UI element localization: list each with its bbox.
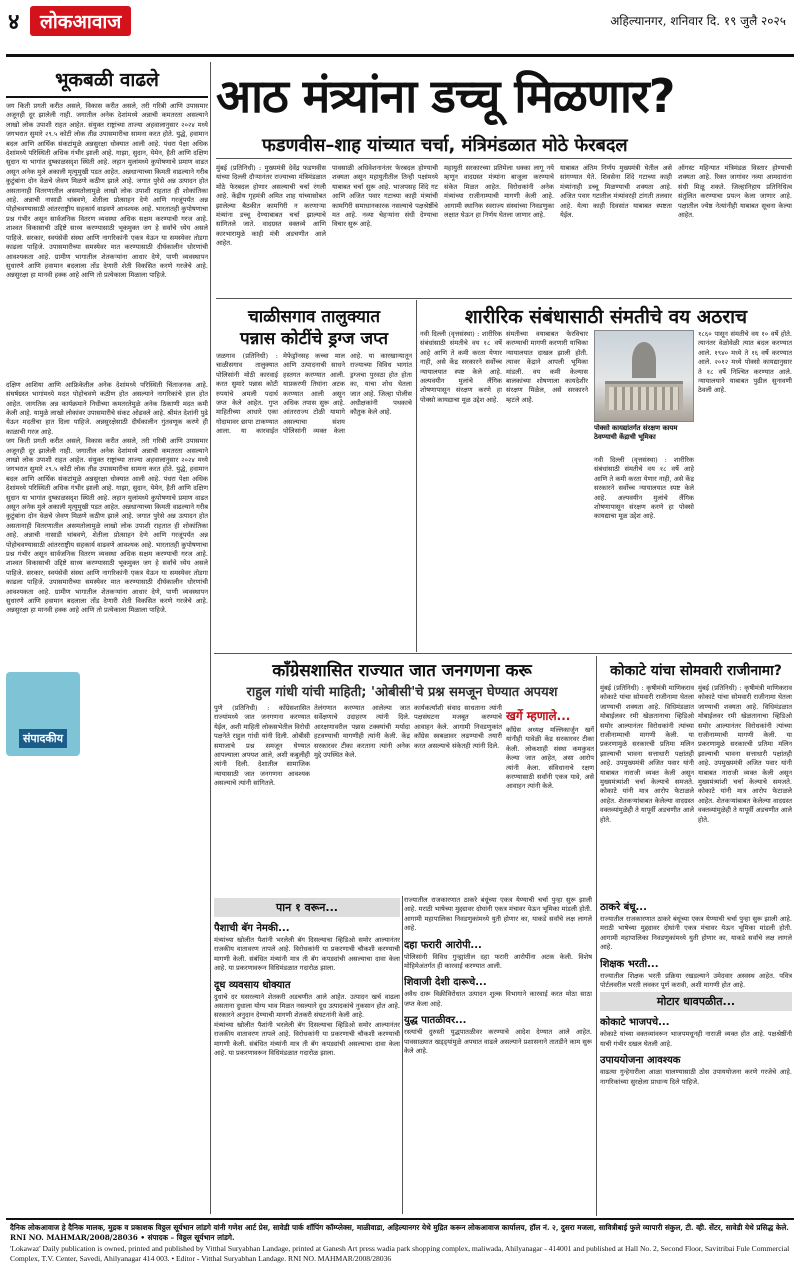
lower-heading-1: ठाकरे बंधू... — [600, 902, 647, 913]
left-column-text-3: जग किती प्रगती करीत असले, विकास करीत असले, तरी गरिबी आणि उपासमार अजूनही दूर झालेली नाही. जगातील अनेक देशांमध्ये अन्नाची कमतरता असल्याने लाखो लोक उपाशी राहत आहेत. संयुक्त राष्ट्रांच्या ताज्या अहवालानुसार २०२४ मध्ये जगभरात सुमारे २९.५ कोटी लोक तीव्र उपासमारीचा सामना करत होते. युद्धे, हवामान बदल आणि आर्थिक संकटांमुळे अन्नसुरक्षा धोक्यात आली आहे. पंधरा पेक्षा अधिक देशांमध्ये परिस्थिती अधिक गंभीर झाली आहे. गाझा, सुदान, येमेन, हैती आणि दक्षिण सुदान या भागांत दुष्काळसदृश स्थिती आहे. लहान मुलांमध्ये कुपोषणाचे प्रमाण वाढत असून अनेक मुले अकाली मृत्युमुखी पडत आहेत. अन्नधान्याच्या किमती वाढल्याने गरीब कुटुंबांना दोन वेळचे जेवण मिळणे कठीण झाले आहे. जगात पुरेसे अन्न उत्पादन होत असतानाही वितरणातील असमतोलामुळे लाखो लोक उपाशी राहतात ही शोकांतिका आहे. अन्नाची नासाडी थांबवणे, शेतीला प्रोत्साहन देणे आणि गरजूंपर्यंत अन्न पोहोचवण्यासाठी आंतरराष्ट्रीय सहकार्य वाढवणे आवश्यक आहे. भारतातही कुपोषणाचा प्रश्न गंभीर असून सार्वजनिक वितरण व्यवस्था अधिक सक्षम करण्याची गरज आहे. शाश्वत विकासाची उद्दिष्टे साध्य करण्यासाठी भूकमुक्त जग हे सर्वांचे ध्येय असले पाहिजे. सरकार, स्वयंसेवी संस्था आणि नागरिकांनी एकत्र येऊन या समस्येवर तोडगा काढला पाहिजे. उपासमारीच्या समस्येवर मात करण्यासाठी दीर्घकालीन धोरणांची आवश्यकता आहे. ग्रामीण भागातील शेतकऱ्यांना आधार देणे, पाणी व्यवस्थापन सुधारणे आणि हवामान बदलाला तोंड देणारी शेती विकसित करणे गरजेचे आहे. अन्नसुरक्षा हा मानवी हक्क आहे आणि तो प्रत्येकाला मिळाला पाहिजे. — [6, 437, 208, 615]
lower-text-4: अवैध दारू विक्रीविरोधात उत्पादन शुल्क विभागाने कारवाई करत मोठा साठा जप्त केला आहे. — [404, 990, 592, 1008]
editorial-badge — [6, 672, 80, 756]
continuation-label: पान १ वरून... — [214, 898, 400, 917]
sharirik-title: शारीरिक संबंधासाठी संमतीचे वय अठराच — [464, 306, 748, 328]
imprint-english: 'Lokawaz' Daily publication is owned, printed and published by Vitthal Suryabhan Landage, printed at Ganesh Art press wadia park shopping complex, maliwada, Ahilyanagar - 414001 and published at Hall No. 2, Second Floor, Savitribai Fule Commercial Complex, T.V. Center, Savedi, Ahilyanagar 414 003. • Editor - Vitthal Suryabhan Landage. RNI NO. MAHMAR/2008/28036 — [10, 1244, 790, 1263]
lower-text-3: पोलिसांनी विविध गुन्ह्यांतील दहा फरारी आरोपींना अटक केली. विशेष मोहिमेअंतर्गत ही कारवाई करण्यात आली. — [404, 952, 592, 971]
khargeni-text: काँग्रेस अध्यक्ष मल्लिकार्जुन खर्गे यांनीही यावेळी केंद्र सरकारवर टीका केली. लोकशाही संस्था कमकुवत केल्या जात आहेत, असा आरोप त्यांनी केला. संविधानाचे रक्षण करण्यासाठी सर्वांनी एकत्र यावे, असे आवाहन त्यांनी केले. — [506, 726, 594, 791]
congress-col-1: पुणे (प्रतिनिधी) : काँग्रेसशासित राज्यांमध्ये जात जनगणना करण्यात येईल, अशी माहिती लोकसभेतील विरोधी पक्षनेते राहुल गांधी यांनी दिली. ओबीसी समाजाचे प्रश्न समजून घेण्यात आपल्याला अपयश आले, अशी कबुलीही त्यांनी दिली. देशातील सामाजिक न्यायासाठी जात जनगणना आवश्यक असल्याचे त्यांनी सांगितले. — [214, 704, 310, 788]
lower-text-2: राज्यातील शिक्षक भरती प्रक्रिया रखडल्याने उमेदवार अस्वस्थ आहेत. पवित्र पोर्टलवरील भरती लवकर पूर्ण करावी, अशी मागणी होत आहे. — [600, 971, 792, 990]
chalisgaon-title-2: पन्नास कोटींचे ड्रग्ज जप्त — [239, 329, 389, 349]
column-divider — [596, 656, 597, 1216]
lower-right-column — [600, 896, 792, 1214]
kokate-col-2: मुंबई (प्रतिनिधी) : कृषीमंत्री माणिकराव कोकाटे यांचा सोमवारी राजीनामा घेतला जाण्याची शक्यता आहे. विधिमंडळात मोबाईलवर रमी खेळतानाचा व्हिडिओ समोर आल्यानंतर विरोधकांनी त्यांच्या राजीनाम्याची मागणी केली. या प्रकरणामुळे सरकारची प्रतिमा मलिन झाल्याची भावना सत्ताधारी पक्षांतही आहे. उपमुख्यमंत्री अजित पवार यांनी याबाबत नाराजी व्यक्त केली असून मुख्यमंत्र्यांशी चर्चा केल्याचे समजते. कोकाटे यांनी मात्र आरोप फेटाळले आहेत. शेतकऱ्यांबाबत केलेल्या वादग्रस्त वक्तव्यांमुळेही ते यापूर्वी अडचणीत आले होते. — [698, 684, 792, 824]
section-rule — [214, 653, 792, 654]
header-rule — [6, 54, 794, 57]
cont-text-3: मंत्र्यांच्या खोलीत पैशांनी भरलेली बॅग दिसल्याचा व्हिडिओ समोर आल्यानंतर राजकीय वातावरण तापले आहे. विरोधकांनी या प्रकरणाची चौकशी करण्याची मागणी केली. संबंधित मंत्र्यांनी मात्र ती बॅग कपड्यांची असल्याचा दावा केला आहे. या प्रकरणावरून विधिमंडळात गदारोळ झाला. — [214, 1020, 400, 1058]
headline-col-3: महायुती सरकारच्या प्रतिमेला धक्का लागू नये म्हणून वादग्रस्त मंत्र्यांना बाजूला करण्याचे संकेत मिळत आहेत. विरोधकांनी अनेक मंत्र्यांच्या राजीनाम्याची मागणी केली आहे. आगामी स्थानिक स्वराज्य संस्थांच्या निवडणुका लक्षात घेऊन हा निर्णय घेतला जाणार आहे. — [444, 164, 554, 220]
lower-text-7: वाढत्या गुन्हेगारीला आळा घालण्यासाठी ठोस उपाययोजना करणे गरजेचे आहे. नागरिकांच्या सुरक्षेला प्राधान्य दिले पाहिजे. — [600, 1068, 792, 1086]
sharirik-col-3: १८६० पासून संमतीचे वय १० वर्षे होते. त्यानंतर वेळोवेळी त्यात बदल करण्यात आले. १९४० मध्ये ते १६ वर्षे करण्यात आले. २०१२ मध्ये पोक्सो कायद्यानुसार ते १८ वर्षे निश्चित करण्यात आले. न्यायालयाने याबाबत पुढील सुनावणी ठेवली आहे. — [698, 330, 792, 395]
left-column — [6, 66, 208, 1216]
lower-heading-5: युद्ध पातळीवर... — [404, 1015, 467, 1027]
lower-heading-2: शिक्षक भरती... — [600, 958, 659, 970]
lower-text-5: रस्त्यांची दुरुस्ती युद्धपातळीवर करण्याचे आदेश देण्यात आले आहेत. पावसाळ्यात खड्ड्यांमुळे अपघात वाढले असल्याने प्रशासनाने तातडीने काम सुरू केले आहे. — [404, 1028, 592, 1056]
column-divider — [210, 62, 211, 1214]
photo-caption: पोक्सो कायद्यांतर्गत संरक्षण कायम ठेवण्याची केंद्राची भूमिका — [594, 424, 678, 441]
main-headline: आठ मंत्र्यांना डच्चू मिळणार? — [216, 69, 675, 123]
section-rule — [216, 298, 792, 299]
headline-col-4: याबाबत अंतिम निर्णय मुख्यमंत्री घेतील असे सांगण्यात येते. शिवसेना शिंदे गटाच्या काही मंत्र्यांनाही डच्चू मिळण्याची शक्यता आहे. अजित पवार गटातील मंत्र्यांवरही टांगती तलवार आहे. येत्या काही दिवसांत याबाबत स्पष्टता येईल. — [560, 164, 672, 220]
lower-heading-6: कोकाटे भाजपचे... — [600, 1017, 670, 1029]
imprint-marathi: दैनिक लोकआवाज हे दैनिक मालक, मुद्रक व प्रकाशक विठ्ठल सूर्यभान लांडगे यांनी गणेश आर्ट प्रेस, सावेडी पार्क शॉपिंग कॉम्प्लेक्स, माळीवाडा, अहिल्यानगर येथे मुद्रित करून लोकआवाज कार्यालय, हॉल नं. २, दुसरा मजला, सावित्रीबाई फुले व्यापारी संकुल, टी. व्ही. सेंटर, सावेडी येथे प्रसिद्ध केले. RNI NO. MAHMAR/2008/28036 • संपादक – विठ्ठल सूर्यभान लांडगे. — [10, 1223, 789, 1242]
lower-text-1: राज्यातील राजकारणात ठाकरे बंधूंच्या एकत्र येण्याची चर्चा पुन्हा सुरू झाली आहे. मराठी भाषेच्या मुद्द्यावर दोघांनी एकत्र मंचावर येऊन भूमिका मांडली होती. आगामी महापालिका निवडणुकांमध्ये युती होणार का, याकडे सर्वांचे लक्ष लागले आहे. — [404, 896, 592, 933]
lower-heading-3: दहा फरारी आरोपी... — [404, 939, 482, 951]
sharirik-col-1: नवी दिल्ली (वृत्तसंस्था) : शारीरिक संबंधांसाठी संमतीचे वय १८ वर्षे आहे आणि ते कमी करता येणार नाही, असे केंद्र सरकारने सर्वोच्च न्यायालयात स्पष्ट केले आहे. अल्पवयीन मुलांचे लैंगिक शोषणापासून संरक्षण करणे हा पोक्सो कायद्याचा मूळ उद्देश आहे. — [420, 330, 502, 404]
cont-heading-1: पैशाची बॅग नेमकी... — [214, 923, 290, 934]
congress-col-3: कार्यकर्त्यांशी संवाद साधताना त्यांनी पक्षसंघटना मजबूत करण्याचे आवाहन केले. आगामी निवडणुकांत काँग्रेस स्वबळावर लढण्याची तयारी करत असल्याचे संकेतही त्यांनी दिले. — [414, 704, 502, 750]
imprint-footer — [6, 1218, 794, 1268]
column-divider — [402, 896, 403, 1214]
editorial-label: संपादकीय — [19, 729, 67, 748]
left-column-text: जग किती प्रगती करीत असले, विकास करीत असले, तरी गरिबी आणि उपासमार अजूनही दूर झालेली नाही. जगातील अनेक देशांमध्ये अन्नाची कमतरता असल्याने लाखो लोक उपाशी राहत आहेत. संयुक्त राष्ट्रांच्या ताज्या अहवालानुसार २०२४ मध्ये जगभरात सुमारे २९.५ कोटी लोक तीव्र उपासमारीचा सामना करत होते. युद्धे, हवामान बदल आणि आर्थिक संकटांमुळे अन्नसुरक्षा धोक्यात आली आहे. पंधरा पेक्षा अधिक देशांमध्ये परिस्थिती अधिक गंभीर झाली आहे. गाझा, सुदान, येमेन, हैती आणि दक्षिण सुदान या भागांत दुष्काळसदृश स्थिती आहे. लहान मुलांमध्ये कुपोषणाचे प्रमाण वाढत असून अनेक मुले अकाली मृत्युमुखी पडत आहेत. अन्नधान्याच्या किमती वाढल्याने गरीब कुटुंबांना दोन वेळचे जेवण मिळणे कठीण झाले आहे. जगात पुरेसे अन्न उत्पादन होत असतानाही वितरणातील असमतोलामुळे लाखो लोक उपाशी राहतात ही शोकांतिका आहे. अन्नाची नासाडी थांबवणे, शेतीला प्रोत्साहन देणे आणि गरजूंपर्यंत अन्न पोहोचवण्यासाठी आंतरराष्ट्रीय सहकार्य वाढवणे आवश्यक आहे. भारतातही कुपोषणाचा प्रश्न गंभीर असून सार्वजनिक वितरण व्यवस्था अधिक सक्षम करण्याची गरज आहे. शाश्वत विकासाची उद्दिष्टे साध्य करण्यासाठी भूकमुक्त जग हे सर्वांचे ध्येय असले पाहिजे. सरकार, स्वयंसेवी संस्था आणि नागरिकांनी एकत्र येऊन या समस्येवर तोडगा काढला पाहिजे. उपासमारीच्या समस्येवर मात करण्यासाठी दीर्घकालीन धोरणांची आवश्यकता आहे. ग्रामीण भागातील शेतकऱ्यांना आधार देणे, पाणी व्यवस्थापन सुधारणे आणि हवामान बदलाला तोंड देणारी शेती विकसित करणे गरजेचे आहे. अन्नसुरक्षा हा मानवी हक्क आहे आणि तो प्रत्येकाला मिळाला पाहिजे. — [6, 102, 208, 280]
masthead — [0, 0, 800, 54]
kokate-title: कोकाटे यांचा सोमवारी राजीनामा? — [610, 663, 782, 679]
lower-middle-column — [404, 896, 592, 1214]
lower-heading-4: शिवाजी देशी दारूचे... — [404, 977, 487, 989]
headline-rule — [216, 158, 792, 159]
congress-subtitle: राहुल गांधी यांची माहिती; 'ओबीसी'चे प्रश्न समजून घेण्यात अपयश — [246, 685, 558, 700]
cont-text-1: मंत्र्यांच्या खोलीत पैशांनी भरलेली बॅग दिसल्याचा व्हिडिओ समोर आल्यानंतर राजकीय वातावरण तापले आहे. विरोधकांनी या प्रकरणाची चौकशी करण्याची मागणी केली. संबंधित मंत्र्यांनी मात्र ती बॅग कपड्यांची असल्याचा दावा केला आहे. या प्रकरणावरून विधिमंडळात गदारोळ झाला. — [214, 936, 400, 973]
khargeni-heading: खर्गे म्हणाले... — [506, 709, 571, 723]
newspaper-logo[interactable]: लोकआवाज — [30, 6, 131, 36]
left-column-title: भूकबळी वाढले — [6, 66, 208, 98]
headline-col-5: ऑगस्ट महिन्यात मंत्रिमंडळ विस्तार होण्याची शक्यता आहे. रिक्त जागांवर नव्या आमदारांना संधी मिळू शकते. जिल्हानिहाय प्रतिनिधित्व संतुलित करण्याचा प्रयत्न केला जाणार आहे. पक्षातील ज्येष्ठ नेत्यांनीही याबाबत सूचना केल्या आहेत. — [678, 164, 792, 220]
headline-col-2: पावसाळी अधिवेशनानंतर फेरबदल होण्याची शक्यता असून महायुतीतील तिन्ही पक्षांमध्ये याबाबत चर्चा सुरू आहे. भाजपसह शिंदे गट आणि अजित पवार गटाच्या काही मंत्र्यांची कामगिरी समाधानकारक नसल्याचे पक्षश्रेष्ठींचे मत आहे. नव्या चेहऱ्यांना संधी देण्याचा विचार सुरू आहे. — [332, 164, 438, 229]
main-subheadline: फडणवीस–शाह यांच्यात चर्चा, मंत्रिमंडळात मोठे फेरबदल — [262, 135, 628, 156]
supreme-court-photo — [594, 330, 694, 422]
cont-heading-2: दूध व्यवसाय धोक्यात — [214, 979, 291, 991]
headline-col-1: मुंबई (प्रतिनिधी) : मुख्यमंत्री देवेंद्र फडणवीस यांच्या दिल्ली दौऱ्यानंतर राज्याच्या मंत्रिमंडळात मोठे फेरबदल होणार असल्याची चर्चा रंगली आहे. केंद्रीय गृहमंत्री अमित शाह यांच्यासोबत झालेल्या बैठकीत कामगिरी न करणाऱ्या मंत्र्यांना डच्चू देण्याबाबत चर्चा झाल्याचे सांगितले जाते. वादग्रस्त वक्तव्ये आणि कारभारामुळे काही मंत्री अडचणीत आले आहेत. — [216, 164, 326, 248]
congress-title: काँग्रेसशासित राज्यात जात जनगणना करू — [272, 661, 532, 681]
lower-heading-7: उपाययोजना आवश्यक — [600, 1055, 681, 1067]
chalisgaon-text: जळगाव (प्रतिनिधी) : चाळीसगाव तालुक्यात पोलिसांनी मोठी कारवाई करत सुमारे पन्नास कोटी रुपयांचे अमली पदार्थ जप्त केले आहेत. गुप्त माहितीच्या आधारे एका गोदामावर छापा टाकण्यात आला. या कारवाईत मेफेड्रॉनसह कच्चा माल आणि उत्पादनाची साधने हस्तगत करण्यात आली. याप्रकरणी तिघांना अटक करण्यात आली असून अधिक तपास सुरू आहे. आंतरराज्य टोळी यामागे असल्याचा संशय पोलिसांनी व्यक्त केला आहे. या कारखान्यातून राज्याच्या विविध भागांत ड्रग्जचा पुरवठा होत होता का, याचा शोध घेतला जात आहे. जिल्हा पोलीस अधीक्षकांनी पथकाचे कौतुक केले आहे. — [216, 352, 412, 436]
chalisgaon-title-1: चाळीसगाव तालुक्यात — [247, 307, 381, 327]
page-number: ४ — [8, 9, 20, 35]
page1-continuation — [214, 896, 400, 1214]
lower-text-1b: राज्यातील राजकारणात ठाकरे बंधूंच्या एकत्र येण्याची चर्चा पुन्हा सुरू झाली आहे. मराठी भाषेच्या मुद्द्यावर दोघांनी एकत्र मंचावर येऊन भूमिका मांडली होती. आगामी महापालिका निवडणुकांमध्ये युती होणार का, याकडे सर्वांचे लक्ष लागले आहे. — [600, 915, 792, 952]
sharirik-col-2b: नवी दिल्ली (वृत्तसंस्था) : शारीरिक संबंधांसाठी संमतीचे वय १८ वर्षे आहे आणि ते कमी करता येणार नाही, असे केंद्र सरकारने सर्वोच्च न्यायालयात स्पष्ट केले आहे. अल्पवयीन मुलांचे लैंगिक शोषणापासून संरक्षण करणे हा पोक्सो कायद्याचा मूळ उद्देश आहे. — [594, 456, 694, 521]
kokate-col-1: मुंबई (प्रतिनिधी) : कृषीमंत्री माणिकराव कोकाटे यांचा सोमवारी राजीनामा घेतला जाण्याची शक्यता आहे. विधिमंडळात मोबाईलवर रमी खेळतानाचा व्हिडिओ समोर आल्यानंतर विरोधकांनी त्यांच्या राजीनाम्याची मागणी केली. या प्रकरणामुळे सरकारची प्रतिमा मलिन झाल्याची भावना सत्ताधारी पक्षांतही आहे. उपमुख्यमंत्री अजित पवार यांनी याबाबत नाराजी व्यक्त केली असून मुख्यमंत्र्यांशी चर्चा केल्याचे समजते. कोकाटे यांनी मात्र आरोप फेटाळले आहेत. शेतकऱ्यांबाबत केलेल्या वादग्रस्त वक्तव्यांमुळेही ते यापूर्वी अडचणीत आले होते. — [600, 684, 694, 824]
dome-shape — [632, 342, 656, 378]
lower-box: मोटार धावपळीत... — [600, 992, 792, 1011]
building-pillars — [609, 387, 680, 410]
sharirik-col-2: संमतीच्या वयाबाबत फेरविचार करण्याची मागणी करणारी याचिका न्यायालयात दाखल झाली होती. त्यावर केंद्राने आपली भूमिका मांडली. वय कमी केल्यास बालकांच्या शोषणाला कायदेशीर संरक्षण मिळेल, असे सरकारने म्हटले आहे. — [506, 330, 588, 404]
dateline: अहिल्यानगर, शनिवार दि. १९ जुलै २०२५ — [610, 14, 786, 28]
cont-text-2: दुधाचे दर घसरल्याने शेतकरी अडचणीत आले आहेत. उत्पादन खर्च वाढला असताना दुधाला योग्य भाव मिळत नसल्याने दूध उत्पादकांचे नुकसान होत आहे. सरकारने अनुदान देण्याची मागणी शेतकरी संघटनांनी केली आहे. — [214, 992, 400, 1020]
left-column-text-2: दक्षिण आशिया आणि आफ्रिकेतील अनेक देशांमध्ये परिस्थिती चिंताजनक आहे. संघर्षग्रस्त भागांमध्ये मदत पोहोचवणे कठीण होत असल्याने नागरिकांचे हाल होत आहेत. जागतिक अन्न कार्यक्रमाने निधीच्या कमतरतेमुळे अनेक ठिकाणी मदत कमी केली आहे. यामुळे लाखो लोकांवर उपासमारीचे संकट ओढवले आहे. श्रीमंत देशांनी पुढे येऊन मदतीचा हात दिला पाहिजे. अन्नसुरक्षेसाठी दीर्घकालीन गुंतवणूक करणे ही काळाची गरज आहे. — [6, 380, 208, 436]
column-divider — [416, 300, 417, 652]
congress-col-2: तेलंगणात करण्यात आलेल्या जात सर्वेक्षणाचे उदाहरण त्यांनी दिले. आरक्षणावरील पन्नास टक्क्यांची मर्यादा हटवण्याची मागणीही त्यांनी केली. केंद्र सरकारवर टीका करताना त्यांनी अनेक मुद्दे उपस्थित केले. — [314, 704, 410, 760]
lower-text-6: कोकाटे यांच्या वक्तव्यांवरून भाजपमधूनही नाराजी व्यक्त होत आहे. पक्षश्रेष्ठींनी याची गंभीर दखल घेतली आहे. — [600, 1030, 792, 1048]
khargeni-block — [506, 704, 594, 896]
